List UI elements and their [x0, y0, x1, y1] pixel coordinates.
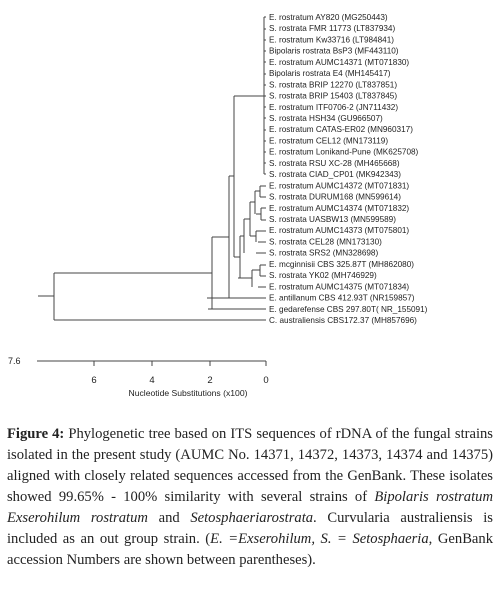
axis-tick-4: 4 — [149, 375, 155, 386]
leaf-label: Bipolaris rostrata E4 (MH145417) — [269, 69, 391, 79]
leaf-label: E. rostratum AUMC14375 (MT071834) — [269, 282, 410, 292]
figure-label: Figure 4: — [7, 426, 65, 442]
leaf-label: S. rostrata CIAD_CP01 (MK942343) — [269, 170, 401, 180]
leaf-labels — [269, 13, 428, 325]
leaf-label: C. australiensis CBS172.37 (MH857696) — [269, 316, 417, 325]
leaf-label: E. rostratum AY820 (MG250443) — [269, 13, 388, 22]
leaf-label: S. rostrata BRIP 15403 (LT837845) — [269, 91, 398, 101]
leaf-label: E. antillanum CBS 412.93T (NR159857) — [269, 293, 415, 303]
leaf-label: S. rostrata HSH34 (GU966507) — [269, 114, 383, 123]
scale-axis — [37, 361, 266, 366]
leaf-label: E. rostratum Kw33716 (LT984841) — [269, 35, 394, 45]
leaf-label: S. rostrata DURUM168 (MN599614) — [269, 192, 401, 202]
leaf-label: Bipolaris rostrata BsP3 (MF443110) — [269, 46, 399, 56]
leaf-label: E. rostratum AUMC14373 (MT075801) — [269, 226, 410, 236]
leaf-label: S. rostrata YK02 (MH746929) — [269, 271, 377, 281]
caption-text-3: . Curvularia australiensis is included as an out group strain. ( — [7, 510, 493, 547]
leaf-label: S. rostrata SRS2 (MN328698) — [269, 248, 379, 258]
leaf-label: E. rostratum AUMC14371 (MT071830) — [269, 57, 410, 67]
caption-text-2: and — [147, 510, 191, 526]
leaf-label: E. mcginnisii CBS 325.87T (MH862080) — [269, 259, 415, 269]
caption-species-2: Setosphaeriarostrata — [190, 510, 314, 526]
leaf-label: E. gedarefense CBS 297.80T( NR_155091) — [269, 304, 428, 314]
leaf-label: S. rostrata BRIP 12270 (LT837851) — [269, 80, 398, 90]
axis-tick-2: 2 — [207, 375, 213, 386]
axis-tick-6: 6 — [91, 375, 97, 386]
leaf-label: E. rostratum AUMC14374 (MT071832) — [269, 203, 410, 213]
axis-title: Nucleotide Substitutions (x100) — [128, 388, 248, 398]
caption-text: Phylogenetic tree based on ITS sequences of rDNA of the fungal strains isolated in the present study (AUMC No. 14371, 14372, 14373, 14374 and 14375) aligned with closely related sequences accessed from the GenBank. These isolates showed 99.65% - 100% similarity with several strains of — [7, 426, 493, 505]
leaf-label: S. rostrata UASBW13 (MN599589) — [269, 215, 396, 224]
scale-value: 7.6 — [8, 356, 21, 366]
caption-text-4: , GenBank accession Numbers are shown between parentheses). — [7, 531, 493, 568]
figure-caption — [7, 424, 493, 571]
leaf-label: E. rostratum AUMC14372 (MT071831) — [269, 181, 410, 191]
leaf-label: E. rostratum CATAS-ER02 (MN960317) — [269, 125, 413, 135]
leaf-label: S. rostrata RSU XC-28 (MH465668) — [269, 158, 400, 168]
caption-abbreviations: E. =Exserohilum, S. = Setosphaeria — [210, 531, 429, 547]
axis-tick-0: 0 — [263, 375, 269, 386]
leaf-label: E. rostratum Lonikand-Pune (MK625708) — [269, 147, 419, 157]
tree-branches — [38, 17, 266, 320]
leaf-label: S. rostrata CEL28 (MN173130) — [269, 237, 382, 247]
caption-species: Bipolaris rostratum Exserohilum rostratum — [7, 489, 493, 526]
leaf-label: E. rostratum CEL12 (MN173119) — [269, 136, 389, 146]
leaf-label: S. rostrata FMR 11773 (LT837934) — [269, 24, 396, 34]
leaf-label: E. rostratum ITF0706-2 (JN711432) — [269, 102, 399, 112]
